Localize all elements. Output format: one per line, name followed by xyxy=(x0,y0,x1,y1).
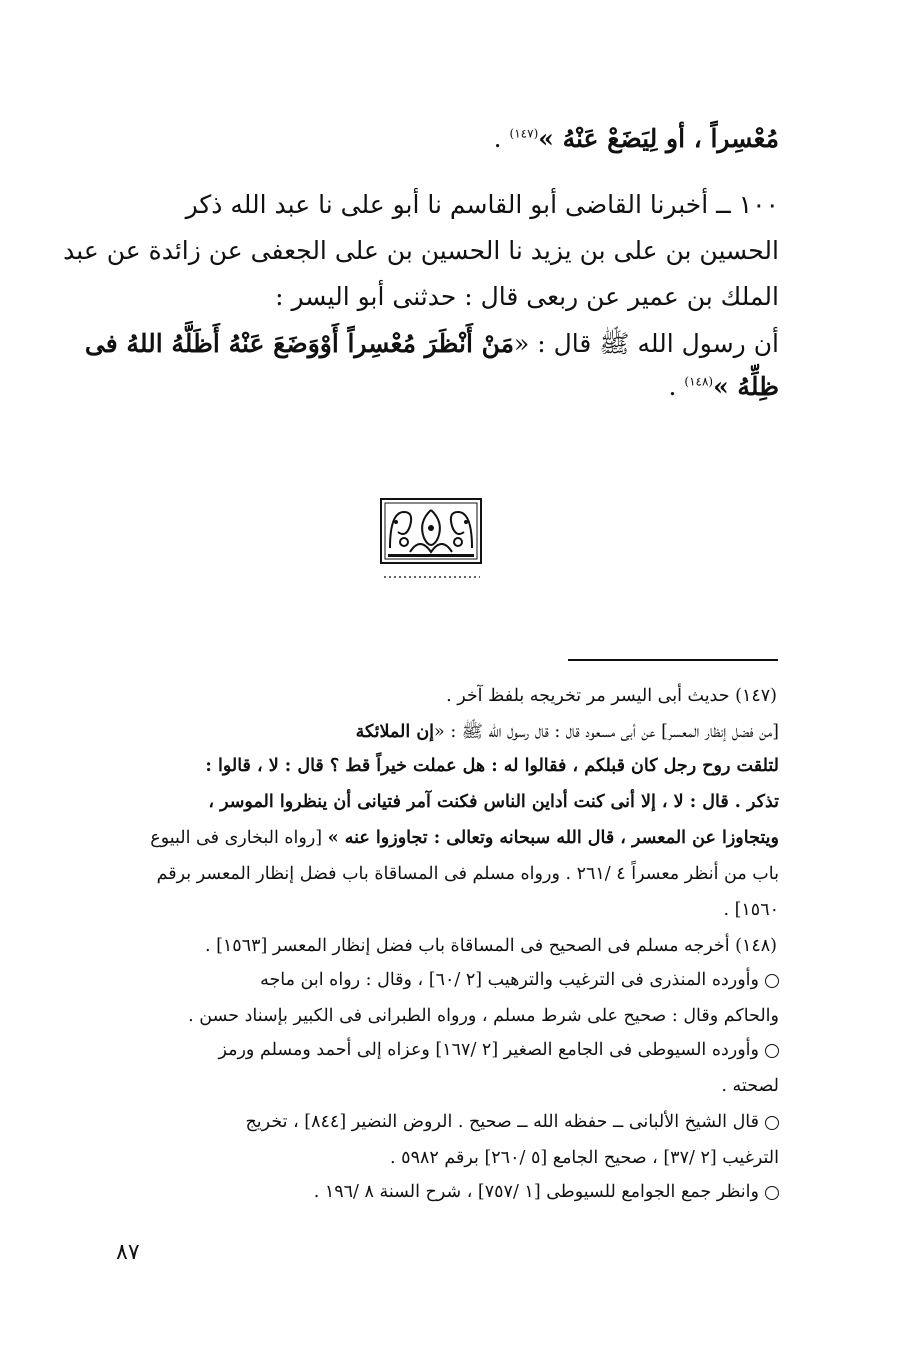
main-line-2: ١٠٠ ــ أخبرنا القاضى أبو القاسم نا أبو على نا عبد الله ذكر xyxy=(185,190,779,219)
fn147-line-7: ١٥٦٠] . xyxy=(723,900,779,920)
fn147-l5-plain: [رواه البخارى فى البيوع xyxy=(150,828,328,848)
line-end: . xyxy=(493,124,510,153)
fn147-line-4: تذكر . قال : لا ، إلا أنى كنت أداين الناس فكنت آمر فتيانى أن ينظروا الموسر ، xyxy=(208,792,779,812)
hadith-text-bold: مَنْ أَنْظَرَ مُعْسِراً أَوْوَضَعَ عَنْهُ أَظَلَّهُ اللهُ فى xyxy=(84,329,515,358)
fn148-line-2 xyxy=(260,970,779,990)
circle-bullet-icon xyxy=(765,1186,779,1200)
hadith-end-bold: مُعْسِراً ، أو لِيَضَعْ عَنْهُ » xyxy=(538,124,779,153)
fn148-l2-text: وأورده المنذرى فى الترغيب والترهيب [٢ /٦٠] ، وقال : رواه ابن ماجه xyxy=(260,970,759,990)
fn148-l6-text: قال الشيخ الألبانى ــ حفظه الله ــ صحيح . الروض النضير [٨٤٤] ، تخريج xyxy=(245,1112,759,1132)
fn148-line-3: والحاكم وقال : صحيح على شرط مسلم ، ورواه الطبرانى فى الكبير بإسناد حسن . xyxy=(188,1006,779,1026)
ornament-dotted-line xyxy=(384,576,480,578)
line-end-2: . xyxy=(668,372,685,401)
main-line-6 xyxy=(668,372,779,401)
main-line-4: الملك بن عمير عن ربعى قال : حدثنى أبو اليسر : xyxy=(275,282,779,311)
fn148-line-7: الترغيب [٢ /٣٧] ، صحيح الجامع [٥ /٢٦٠] برقم ٥٩٨٢ . xyxy=(390,1148,779,1168)
arabesque-ornament-icon xyxy=(380,498,482,564)
circle-bullet-icon xyxy=(765,1044,779,1058)
fn147-line-1: (١٤٧) حديث أبى اليسر مر تخريجه بلفظ آخر . xyxy=(446,686,777,706)
footnote-ref-148: (١٤٨) xyxy=(684,374,714,389)
fn148-l8-text: وانظر جمع الجوامع للسيوطى [١ /٧٥٧] ، شرح السنة ٨ /١٩٦ . xyxy=(313,1182,759,1202)
main-line-3: الحسين بن على بن يزيد نا الحسين بن على الجعفى عن زائدة عن عبد xyxy=(63,236,779,265)
fn147-line-6: باب من أنظر معسراً ٤ /٢٦١ . ورواه مسلم فى المساقاة باب فضل إنظار المعسر برقم xyxy=(156,864,779,884)
fn148-line-8 xyxy=(314,1182,779,1202)
page-number: ٨٧ xyxy=(116,1240,140,1265)
fn147-line-5 xyxy=(150,828,779,848)
hadith-text-bold-end: ظِلِّهُ » xyxy=(713,372,779,401)
fn147-line-3: لتلقت روح رجل كان قبلكم ، فقالوا له : هل عملت خيراً قط ؟ قال : لا ، قالوا : xyxy=(205,756,779,776)
main-line-1 xyxy=(494,124,779,153)
main-line-5 xyxy=(85,328,779,365)
circle-bullet-icon xyxy=(765,974,779,988)
footnote-ref-147: (١٤٧) xyxy=(509,126,539,141)
fn148-line-5: لصحته . xyxy=(721,1076,779,1096)
fn147-l2-plain: [من فضل إنظار المعسر] عن أبى مسعود قال : قال رسول الله ﷺ : « xyxy=(434,722,779,742)
fn148-line-6 xyxy=(246,1112,779,1132)
isnad-plain: أن رسول الله ﷺ قال : « xyxy=(514,329,779,358)
circle-bullet-icon xyxy=(765,1116,779,1130)
fn148-l4-text: وأورده السيوطى فى الجامع الصغير [٢ /١٦٧] وعزاه إلى أحمد ومسلم ورمز xyxy=(218,1040,759,1060)
fn147-l2-bold: إن الملائكة xyxy=(355,722,435,742)
fn148-line-1: (١٤٨) أخرجه مسلم فى الصحيح فى المساقاة باب فضل إنظار المعسر [١٥٦٣] . xyxy=(204,936,777,956)
footnote-separator xyxy=(568,659,778,661)
fn148-line-4 xyxy=(218,1040,779,1060)
fn147-line-2 xyxy=(356,720,779,746)
fn147-l5-bold: ويتجاوزا عن المعسر ، قال الله سبحانه وتعالى : تجاوزوا عنه » xyxy=(327,828,779,848)
